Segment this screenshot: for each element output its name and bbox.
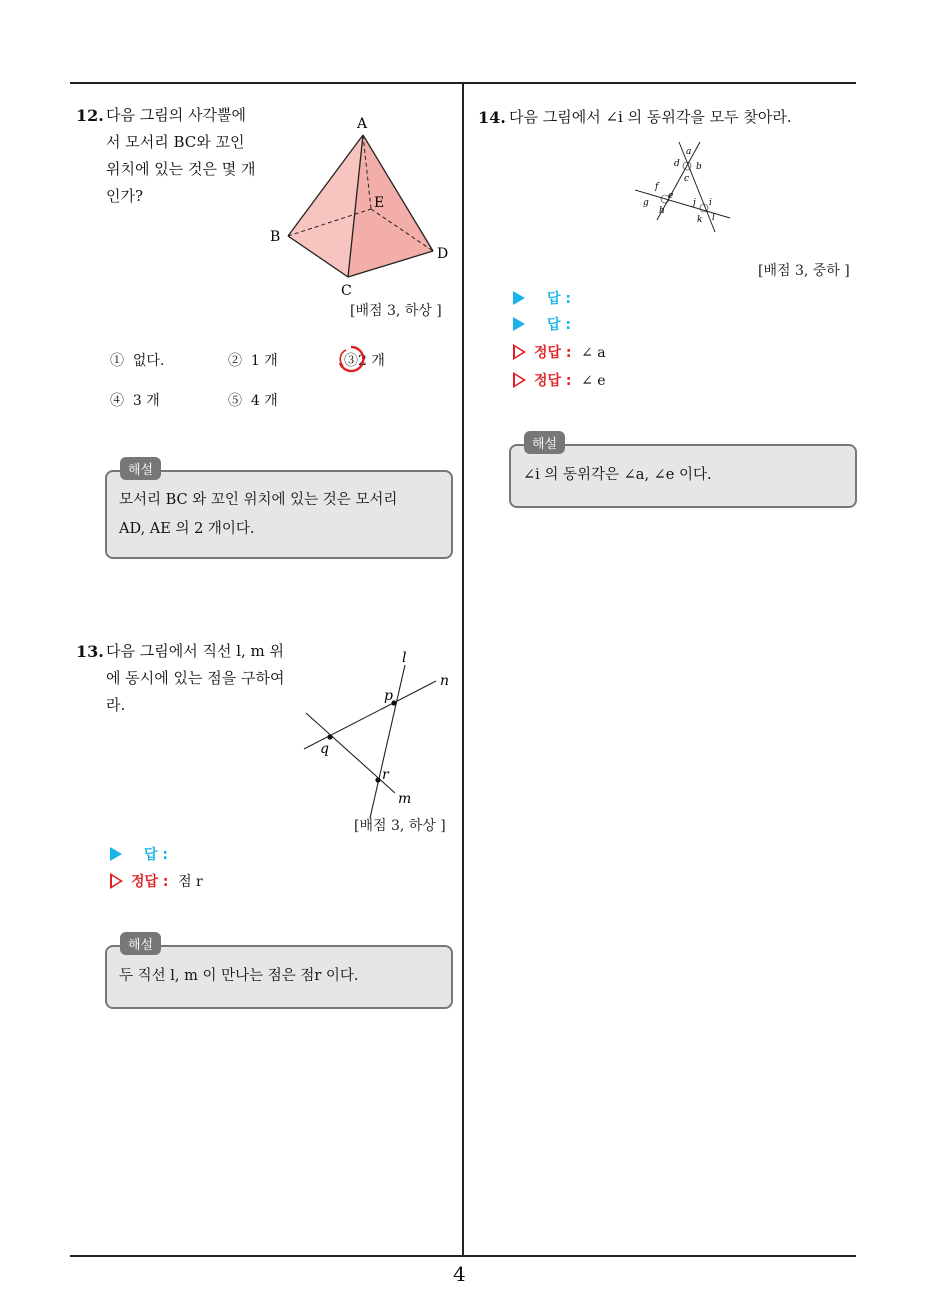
label-p: p bbox=[384, 688, 393, 704]
q14-correct-value-2: ∠ e bbox=[581, 373, 606, 389]
point-q bbox=[327, 734, 332, 739]
q12-choice-2[interactable]: ② 1 개 bbox=[228, 353, 278, 369]
q13-explain-box bbox=[105, 945, 453, 1009]
line-3 bbox=[635, 190, 730, 218]
label-h: h bbox=[659, 206, 665, 216]
q14-answer-row-1: 답 : bbox=[513, 288, 571, 308]
label-k: k bbox=[697, 215, 703, 225]
label-l: l bbox=[402, 650, 407, 666]
q14-explain-tag: 해설 bbox=[524, 431, 565, 454]
q12-explain-box bbox=[105, 470, 453, 559]
label-m: m bbox=[398, 791, 412, 807]
label-D: D bbox=[437, 246, 449, 262]
q13-correct-value: 점 r bbox=[178, 874, 203, 890]
label-b: b bbox=[696, 162, 702, 172]
q14-number: 14. bbox=[478, 108, 506, 127]
correct-arrow-icon bbox=[513, 372, 526, 388]
q14-correct-value-1: ∠ a bbox=[581, 345, 606, 361]
line-n bbox=[304, 681, 436, 749]
q14-angles-figure bbox=[635, 138, 735, 234]
q14-score: [배점 3, 중하 ] bbox=[758, 263, 850, 279]
point-r bbox=[375, 777, 380, 782]
q12-pyramid-figure bbox=[260, 110, 460, 300]
q12-score: [배점 3, 하상 ] bbox=[350, 303, 442, 319]
bottom-rule bbox=[70, 1255, 856, 1257]
label-j: j bbox=[693, 198, 696, 208]
label-g: g bbox=[643, 198, 649, 208]
q13-explain-tag: 해설 bbox=[120, 932, 161, 955]
label-a: a bbox=[686, 147, 692, 157]
column-divider bbox=[462, 84, 464, 1256]
answer-arrow-icon bbox=[110, 847, 122, 861]
label-A: A bbox=[357, 116, 368, 132]
label-l: l bbox=[712, 213, 715, 223]
q12-number: 12. bbox=[76, 106, 104, 125]
page-number: 4 bbox=[453, 1262, 466, 1286]
answer-arrow-icon bbox=[513, 291, 525, 305]
q13-correct-row: 정답 : 점 r bbox=[110, 871, 203, 891]
q14-explain-text: ∠i 의 동위각은 ∠a, ∠e 이다. bbox=[523, 467, 712, 483]
q14-correct-row-1: 정답 : ∠ a bbox=[513, 342, 606, 362]
q12-text: 다음 그림의 사각뿔에 서 모서리 BC와 꼬인 위치에 있는 것은 몇 개 인가? bbox=[106, 106, 256, 205]
q13-score: [배점 3, 하상 ] bbox=[354, 818, 446, 834]
q12-choice-4[interactable]: ④ 3 개 bbox=[110, 393, 160, 409]
q12-explain-text: 모서리 BC 와 꼬인 위치에 있는 것은 모서리 AD, AE 의 2 개이다. bbox=[119, 492, 398, 537]
label-f: f bbox=[655, 182, 659, 192]
label-d: d bbox=[674, 159, 680, 169]
label-e: e bbox=[668, 191, 674, 201]
label-i: i bbox=[709, 198, 712, 208]
q14-explain-box bbox=[509, 444, 857, 508]
q13-text: 다음 그림에서 직선 l, m 위 에 동시에 있는 점을 구하여 라. bbox=[106, 642, 285, 714]
label-c: c bbox=[684, 174, 690, 184]
q12-choice-5[interactable]: ⑤ 4 개 bbox=[228, 393, 278, 409]
q14-text: 다음 그림에서 ∠i 의 동위각을 모두 찾아라. bbox=[509, 108, 792, 126]
label-C: C bbox=[341, 283, 352, 299]
label-E: E bbox=[374, 195, 385, 211]
correct-arrow-icon bbox=[513, 344, 526, 360]
label-B: B bbox=[270, 229, 281, 245]
label-q: q bbox=[320, 741, 329, 757]
correct-arrow-icon bbox=[110, 873, 123, 889]
q14-answer-row-2: 답 : bbox=[513, 314, 571, 334]
q12-choice-1[interactable]: ① 없다. bbox=[110, 353, 165, 369]
q13-explain-text: 두 직선 l, m 이 만나는 점은 점r 이다. bbox=[119, 968, 359, 984]
q14-correct-row-2: 정답 : ∠ e bbox=[513, 370, 606, 390]
label-r: r bbox=[382, 767, 389, 783]
q12-choice-3[interactable]: ③2 개 bbox=[344, 353, 385, 369]
q13-answer-row: 답 : bbox=[110, 844, 168, 864]
q12-explain-tag: 해설 bbox=[120, 457, 161, 480]
q13-lines-figure bbox=[300, 640, 460, 820]
q13-number: 13. bbox=[76, 642, 104, 661]
label-n: n bbox=[440, 673, 450, 689]
selected-answer-circle-icon bbox=[336, 344, 366, 374]
answer-arrow-icon bbox=[513, 317, 525, 331]
